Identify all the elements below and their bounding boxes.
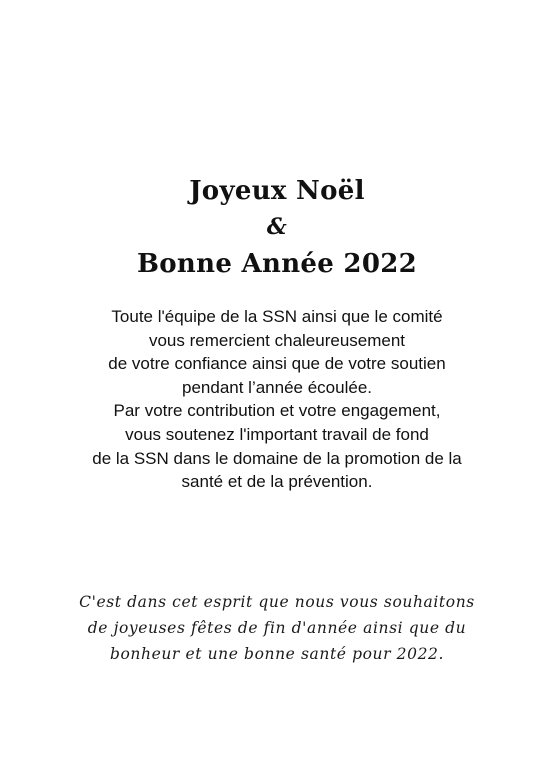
- message-line: Toute l'équipe de la SSN ainsi que le comité: [111, 307, 443, 326]
- message-line: santé et de la prévention.: [181, 472, 373, 492]
- message-line: Par votre contribution et votre engagement,: [113, 401, 441, 421]
- closing-line: bonheur et une bonne santé pour 2022.: [109, 645, 445, 663]
- message-line: vous remercient chaleureusement: [148, 330, 406, 350]
- closing-line: de joyeuses fêtes de fin d'année ainsi que du: [87, 619, 467, 637]
- message-line: de la SSN dans le domaine de la promotion de la: [92, 448, 462, 468]
- closing-line: C'est dans cet esprit que nous vous souhaitons: [79, 593, 475, 611]
- message-line: vous soutenez l'important travail de fond: [125, 424, 429, 444]
- greeting-title-new-year: Bonne Année 2022: [137, 249, 417, 279]
- greeting-title-christmas: Joyeux Noël: [189, 176, 365, 206]
- message-line: de votre confiance ainsi que de votre soutien: [108, 354, 446, 374]
- thank-you-message: [0, 305, 554, 494]
- greeting-title-ampersand: &: [266, 214, 288, 240]
- closing-wishes: [0, 589, 554, 667]
- message-line: pendant l’année écoulée.: [182, 377, 372, 397]
